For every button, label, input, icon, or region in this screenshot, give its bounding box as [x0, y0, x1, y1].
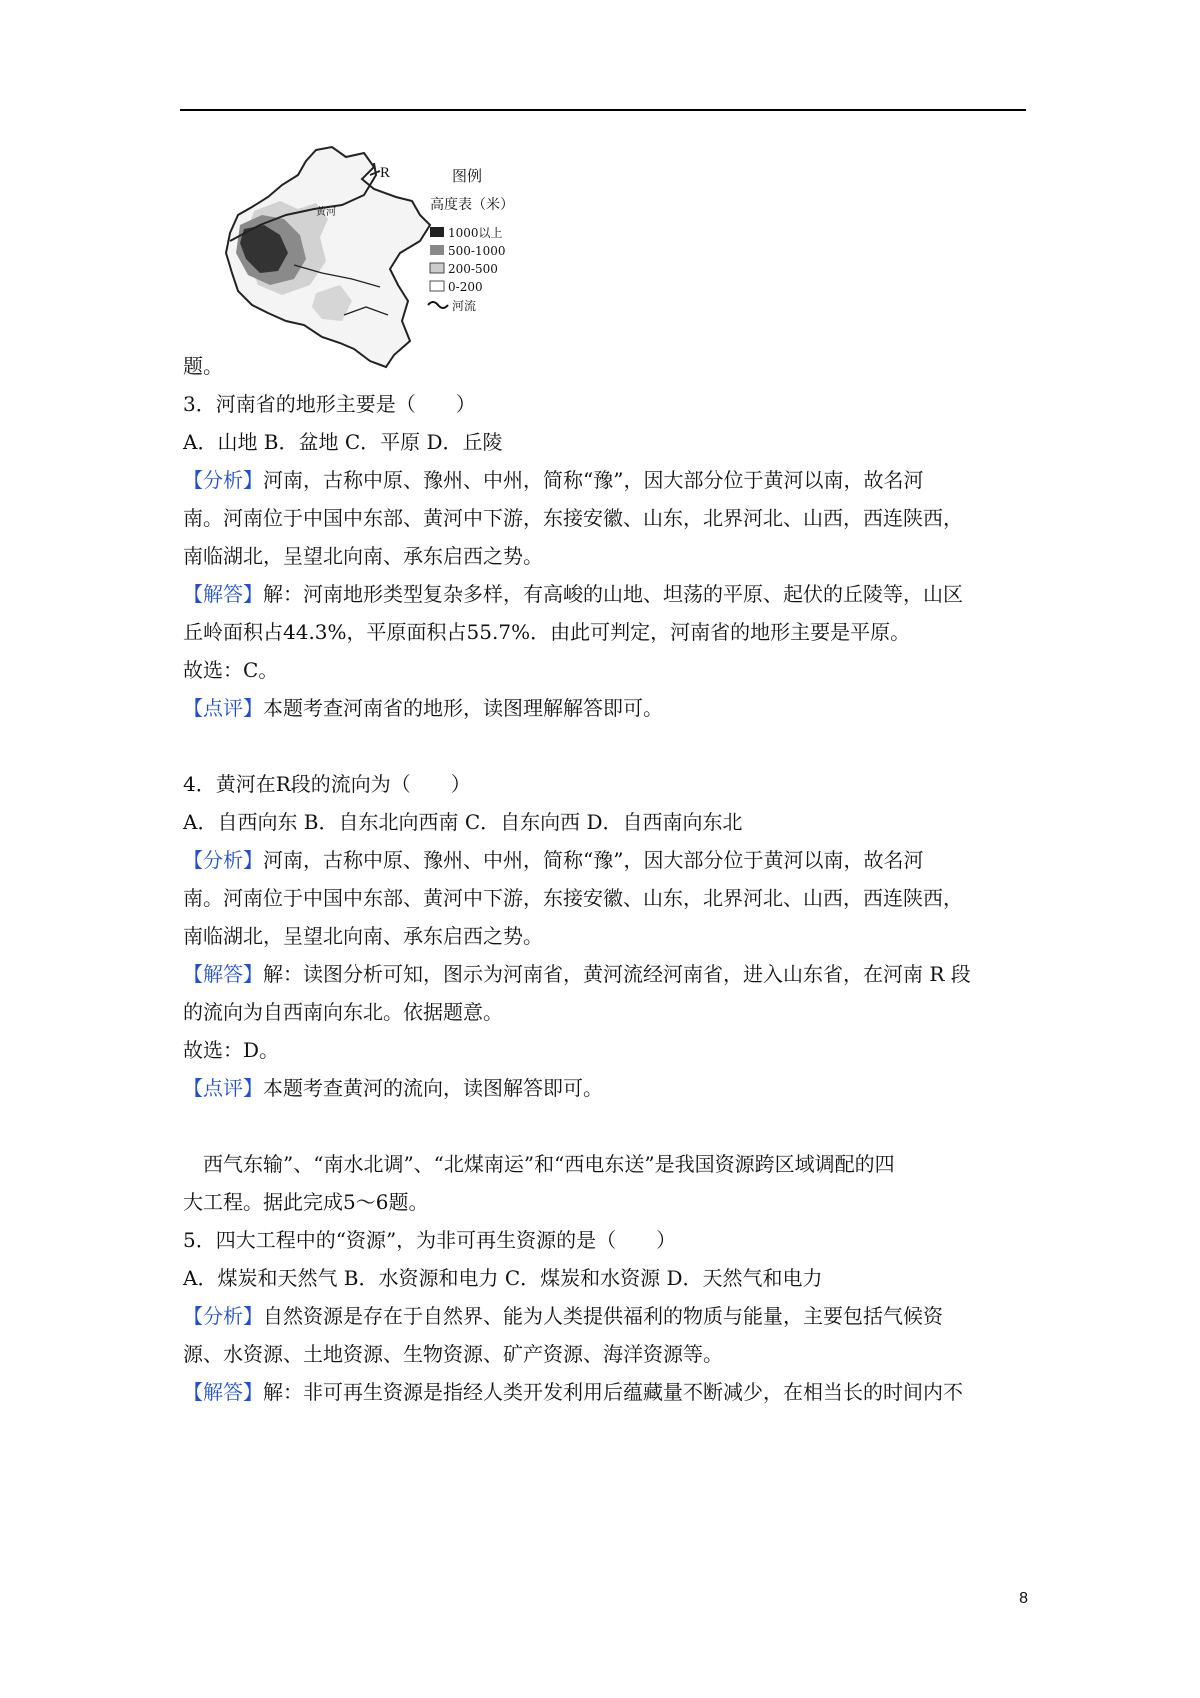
legend-item-1000-plus: 1000以上 [448, 226, 503, 240]
map-legend [428, 167, 514, 313]
henan-topographic-map [224, 145, 584, 395]
label-yellow-river: 黄河 [316, 207, 336, 218]
tag-analysis: 【分析】 [183, 848, 263, 872]
tag-analysis: 【分析】 [183, 1304, 263, 1328]
q5-analysis-line: 源、水资源、土地资源、生物资源、矿产资源、海洋资源等。 [183, 1342, 723, 1366]
q4-analysis-line: 南临湖北，呈望北向南、承东启西之势。 [183, 924, 543, 948]
q3-analysis-line: 【分析】河南，古称中原、豫州、中州，简称“豫”，因大部分位于黄河以南，故名河 [183, 468, 924, 492]
q4-answer-line: 【解答】解：读图分析可知，图示为河南省，黄河流经河南省，进入山东省，在河南 R 段 [183, 962, 971, 986]
q5-question: 5．四大工程中的“资源”，为非可再生资源的是（ ） [183, 1228, 677, 1252]
q3-analysis-line: 南。河南位于中国中东部、黄河中下游，东接安徽、山东，北界河北、山西，西连陕西， [183, 506, 963, 530]
q3-analysis-line: 南临湖北，呈望北向南、承东启西之势。 [183, 544, 543, 568]
legend-item-500-1000: 500-1000 [448, 244, 506, 258]
legend-item-200-500: 200-500 [448, 262, 498, 276]
header-rule [180, 109, 1026, 111]
q3-options: A．山地 B．盆地 C．平原 D．丘陵 [183, 430, 503, 454]
legend-swatch-200-500 [430, 263, 444, 273]
q3-question: 3．河南省的地形主要是（ ） [183, 392, 476, 416]
label-r: R [380, 165, 391, 181]
legend-swatch-1000-plus [430, 227, 444, 237]
q5-answer-line: 【解答】解：非可再生资源是指经人类开发利用后蕴藏量不断减少，在相当长的时间内不 [183, 1380, 963, 1404]
q5-intro-line: 西气东输”、“南水北调”、“北煤南运”和“西电东送”是我国资源跨区域调配的四 [203, 1152, 895, 1176]
legend-item-0-200: 0-200 [448, 280, 483, 294]
tag-answer: 【解答】 [183, 1380, 263, 1404]
q3-answer-line: 【解答】解：河南地形类型复杂多样，有高峻的山地、坦荡的平原、起伏的丘陵等，山区 [183, 582, 963, 606]
q4-answer-line: 的流向为自西南向东北。依据题意。 [183, 1000, 503, 1024]
q4-comment-line: 【点评】本题考查黄河的流向，读图解答即可。 [183, 1076, 603, 1100]
q5-analysis-line: 【分析】自然资源是存在于自然界、能为人类提供福利的物质与能量，主要包括气候资 [183, 1304, 943, 1328]
tag-comment: 【点评】 [183, 1076, 263, 1100]
tag-answer: 【解答】 [183, 962, 263, 986]
page-number: 8 [1019, 1590, 1028, 1607]
legend-swatch-0-200 [430, 281, 444, 291]
q5-intro-line: 大工程。据此完成5～6题。 [183, 1190, 429, 1214]
tag-comment: 【点评】 [183, 696, 263, 720]
q4-question: 4．黄河在R段的流向为（ ） [183, 772, 471, 796]
q4-choice: 故选：D。 [183, 1038, 280, 1062]
legend-title: 图例 [452, 167, 483, 185]
legend-river-icon [428, 302, 448, 308]
q4-analysis-line: 南。河南位于中国中东部、黄河中下游，东接安徽、山东，北界河北、山西，西连陕西， [183, 886, 963, 910]
q3-choice: 故选：C。 [183, 658, 279, 682]
tag-analysis: 【分析】 [183, 468, 263, 492]
q3-answer-line: 丘岭面积占44.3%，平原面积占55.7%．由此可判定，河南省的地形主要是平原。 [183, 620, 911, 644]
legend-subtitle: 高度表（米） [430, 197, 514, 213]
intro-tail: 题。 [183, 354, 223, 378]
legend-swatch-500-1000 [430, 245, 444, 255]
q5-options: A．煤炭和天然气 B．水资源和电力 C．煤炭和水资源 D．天然气和电力 [183, 1266, 823, 1290]
q3-comment-line: 【点评】本题考查河南省的地形，读图理解解答即可。 [183, 696, 663, 720]
q4-options: A．自西向东 B．自东北向西南 C．自东向西 D．自西南向东北 [183, 810, 743, 834]
legend-item-river: 河流 [452, 299, 477, 313]
tag-answer: 【解答】 [183, 582, 263, 606]
q4-analysis-line: 【分析】河南，古称中原、豫州、中州，简称“豫”，因大部分位于黄河以南，故名河 [183, 848, 924, 872]
